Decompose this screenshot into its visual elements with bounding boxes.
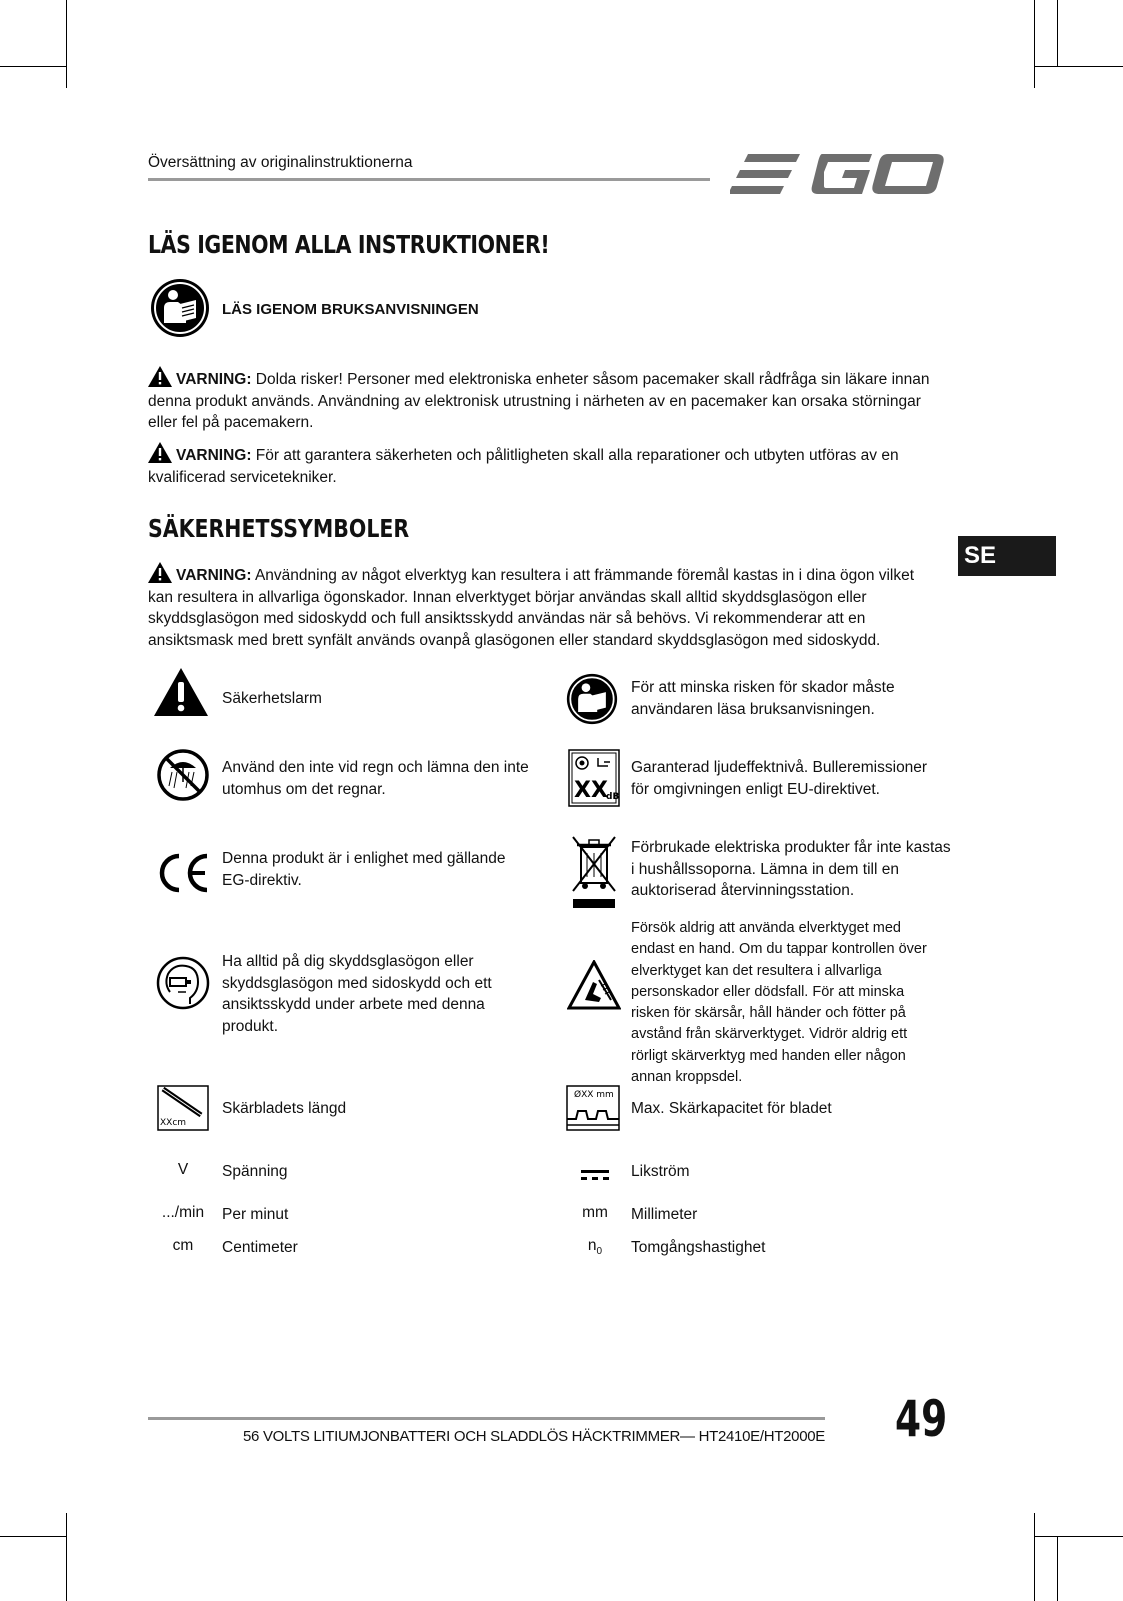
warning-icon xyxy=(148,366,172,387)
unit-symbol-cm: cm xyxy=(172,1237,194,1254)
warning-eye-protection xyxy=(148,562,938,651)
blade-length-value: XXcm xyxy=(160,1118,187,1128)
symbol-desc-sound-power: Garanterad ljudeffektnivå. Bulleremissioner för omgivningen enligt EU-direktivet. xyxy=(631,759,928,798)
warning-label: VARNING: xyxy=(176,567,252,584)
no-rain-icon xyxy=(156,748,210,807)
sound-power-icon xyxy=(568,749,620,812)
unit-desc-volt: Spänning xyxy=(222,1163,288,1180)
blade-length-icon xyxy=(157,1085,209,1136)
section-title-read-instructions: LÄS IGENOM ALLA INSTRUKTIONER! xyxy=(148,230,550,259)
unit-symbol-mm: mm xyxy=(582,1204,608,1221)
warning-icon xyxy=(148,562,172,583)
page-number: 49 xyxy=(895,1390,948,1448)
unit-desc-dc: Likström xyxy=(631,1163,690,1180)
read-manual-icon xyxy=(566,673,618,730)
footer-rule xyxy=(148,1417,825,1420)
header-rule xyxy=(148,178,710,181)
symbol-desc-cut-warning: Försök aldrig att använda elverktyget med endast en hand. Om du tappar kontrollen över elverktyget kan det resultera i allvarliga personskador eller dödsfall. För att minska risken för skärsår, håll händer och fötter på avstånd från skärverktyget. Vidrör aldrig ett rörligt skärverktyg med handen eller någon annan kroppsdel. xyxy=(631,920,927,1086)
unit-desc-mm: Millimeter xyxy=(631,1206,698,1223)
crop-mark xyxy=(0,1536,66,1537)
unit-symbol-volt: V xyxy=(177,1161,189,1178)
crop-mark xyxy=(0,66,66,67)
crop-mark xyxy=(1034,66,1123,67)
read-manual-label: LÄS IGENOM BRUKSANVISNINGEN xyxy=(222,301,479,318)
svg-text:dB: dB xyxy=(606,792,620,802)
symbol-desc-ce: Denna produkt är i enlighet med gällande EG-direktiv. xyxy=(222,850,506,889)
crop-mark xyxy=(1034,1536,1123,1537)
symbol-desc-max-capacity: Max. Skärkapacitet för bladet xyxy=(631,1100,832,1117)
warning-text: För att garantera säkerheten och pålitligheten skall alla reparationer och utbyten utföras av en kvalificerad servicetekniker. xyxy=(148,447,899,486)
sound-power-value: XX xyxy=(574,778,608,803)
warning-text: Dolda risker! Personer med elektroniska enheter såsom pacemaker skall rådfråga sin läkare innan denna produkt används. Användning av elektronisk utrustning i närheten av en pacemaker kan orsaka störningar eller fel på pacemakern. xyxy=(148,371,930,431)
symbol-desc-no-rain: Använd den inte vid regn och lämna den inte utomhus om det regnar. xyxy=(222,759,529,798)
crop-mark xyxy=(1057,0,1058,66)
symbol-desc-weee: Förbrukade elektriska produkter får inte kastas i hushållssoporna. Lämna in dem till en auktoriserad återvinningsstation. xyxy=(631,839,951,899)
crop-mark xyxy=(1034,0,1035,88)
weee-bin-icon xyxy=(571,835,617,914)
ego-logo xyxy=(730,150,950,207)
warning-repairs xyxy=(148,442,938,488)
warning-label: VARNING: xyxy=(176,371,252,388)
language-tab: SE xyxy=(958,536,1056,576)
ce-mark-icon xyxy=(157,853,211,898)
safety-alert-icon xyxy=(153,667,209,722)
symbol-desc-blade-length: Skärbladets längd xyxy=(222,1100,347,1117)
symbol-desc-eye-protection: Ha alltid på dig skyddsglasögon eller skyddsglasögon med sidoskydd och ett ansiktsskydd under arbete med denna produkt. xyxy=(222,953,492,1035)
warning-text: Användning av något elverktyg kan resultera i att främmande föremål kastas in i dina ögon vilket kan resultera in allvarliga ögonskador. Innan elverktyget börjar användas skall alltid skyddsglasögon eller skyddsglasögon med sidoskydd och full ansiktsskydd användas när så behövs. Vi rekommenderar att en ansiktsmask med brett synfält används ovanpå glasögonen eller standard skyddsglasögon med sidoskydd. xyxy=(148,567,915,649)
unit-symbol-no-load-speed: $n_0$ xyxy=(587,1237,603,1258)
header-subtitle: Översättning av originalinstruktionerna xyxy=(148,154,413,171)
crop-mark xyxy=(1034,1513,1035,1601)
symbol-desc-read-manual: För att minska risken för skador måste användaren läsa bruksanvisningen. xyxy=(631,679,895,718)
unit-desc-per-min: Per minut xyxy=(222,1206,289,1223)
unit-desc-cm: Centimeter xyxy=(222,1239,298,1256)
direct-current-icon xyxy=(581,1168,609,1187)
section-title-safety-symbols: SÄKERHETSSYMBOLER xyxy=(148,514,410,543)
symbol-desc-alarm: Säkerhetslarm xyxy=(222,690,322,707)
unit-desc-no-load-speed: Tomgångshastighet xyxy=(631,1239,766,1256)
warning-label: VARNING: xyxy=(176,447,252,464)
max-capacity-value: ØXX mm xyxy=(574,1090,614,1100)
read-manual-icon xyxy=(150,278,210,343)
max-cutting-capacity-icon xyxy=(566,1085,620,1136)
crop-mark xyxy=(66,1513,67,1601)
warning-pacemaker xyxy=(148,366,938,434)
footer-product-title: 56 VOLTS LITIUMJONBATTERI OCH SLADDLÖS HÄCKTRIMMER— HT2410E/HT2000E xyxy=(243,1428,825,1445)
warning-icon xyxy=(148,442,172,463)
unit-symbol-per-min: .../min xyxy=(161,1204,205,1221)
blade-hazard-icon xyxy=(567,960,621,1015)
crop-mark xyxy=(1057,1536,1058,1601)
eye-protection-icon xyxy=(156,956,210,1015)
crop-mark xyxy=(66,0,67,88)
